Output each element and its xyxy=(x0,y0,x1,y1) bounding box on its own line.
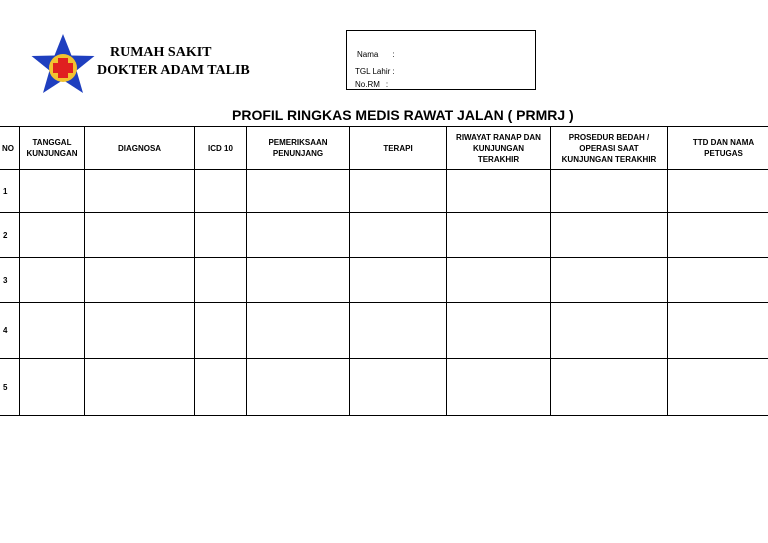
row-number: 3 xyxy=(0,258,20,303)
cell-ttd[interactable] xyxy=(668,359,768,416)
header-riwayat-ranap xyxy=(447,127,551,170)
row-number: 4 xyxy=(0,303,20,359)
cell-pemeriksaan[interactable] xyxy=(247,303,350,359)
patient-name-label: Nama xyxy=(357,50,379,59)
header-line: PETUGAS xyxy=(704,149,743,158)
header-line: TERAKHIR xyxy=(477,154,520,164)
table-row xyxy=(0,359,768,416)
header-line: KUNJUNGAN xyxy=(472,143,525,153)
cell-diagnosa[interactable] xyxy=(85,170,195,213)
table-row xyxy=(0,213,768,258)
patient-dob-label: TGL Lahir : xyxy=(355,67,395,76)
prmrj-table xyxy=(0,126,768,416)
cell-ttd[interactable] xyxy=(668,213,768,258)
header-line: DIAGNOSA xyxy=(117,143,162,153)
header-line: TERAPI xyxy=(383,143,413,153)
header-line: OPERASI SAAT xyxy=(579,143,639,153)
cell-prosedur[interactable] xyxy=(551,213,668,258)
cell-prosedur[interactable] xyxy=(551,359,668,416)
header-ttd-petugas xyxy=(668,127,768,170)
patient-name-colon: : xyxy=(392,50,395,59)
header-line: PEMERIKSAAN xyxy=(268,138,328,147)
table-row xyxy=(0,170,768,213)
hospital-name-line2: DOKTER ADAM TALIB xyxy=(97,63,250,78)
cell-diagnosa[interactable] xyxy=(85,359,195,416)
page-title: PROFIL RINGKAS MEDIS RAWAT JALAN ( PRMRJ ) xyxy=(232,107,574,123)
patient-dob-field xyxy=(355,67,395,76)
header-icd10 xyxy=(195,127,247,170)
header-no xyxy=(0,127,20,170)
header-line: PROSEDUR BEDAH / xyxy=(568,132,650,142)
cell-riwayat[interactable] xyxy=(447,303,551,359)
cell-terapi[interactable] xyxy=(350,359,447,416)
header-line: KUNJUNGAN TERAKHIR xyxy=(561,154,657,164)
header-terapi xyxy=(350,127,447,170)
cell-pemeriksaan[interactable] xyxy=(247,170,350,213)
cell-icd10[interactable] xyxy=(195,213,247,258)
table-row xyxy=(0,303,768,359)
patient-name-field xyxy=(357,50,395,59)
cell-icd10[interactable] xyxy=(195,359,247,416)
header-prosedur-bedah xyxy=(551,127,668,170)
cell-icd10[interactable] xyxy=(195,258,247,303)
hospital-logo xyxy=(28,32,98,102)
cell-pemeriksaan[interactable] xyxy=(247,258,350,303)
cell-ttd[interactable] xyxy=(668,258,768,303)
cell-tanggal[interactable] xyxy=(20,359,85,416)
cell-tanggal[interactable] xyxy=(20,258,85,303)
cell-icd10[interactable] xyxy=(195,170,247,213)
cell-prosedur[interactable] xyxy=(551,258,668,303)
cell-riwayat[interactable] xyxy=(447,213,551,258)
header-line: ICD 10 xyxy=(208,143,233,153)
cell-ttd[interactable] xyxy=(668,170,768,213)
cell-terapi[interactable] xyxy=(350,303,447,359)
cell-icd10[interactable] xyxy=(195,303,247,359)
header-diagnosa xyxy=(85,127,195,170)
row-number: 1 xyxy=(0,170,20,213)
cell-pemeriksaan[interactable] xyxy=(247,359,350,416)
cell-terapi[interactable] xyxy=(350,170,447,213)
cell-diagnosa[interactable] xyxy=(85,303,195,359)
patient-rm-label: No.RM xyxy=(355,80,380,89)
cell-diagnosa[interactable] xyxy=(85,213,195,258)
patient-rm-field xyxy=(355,80,388,89)
cell-prosedur[interactable] xyxy=(551,170,668,213)
table-row xyxy=(0,258,768,303)
header-line: KUNJUNGAN xyxy=(26,149,78,158)
header-line: TTD DAN NAMA xyxy=(692,138,755,147)
cell-tanggal[interactable] xyxy=(20,213,85,258)
cell-riwayat[interactable] xyxy=(447,359,551,416)
row-number: 5 xyxy=(0,359,20,416)
hospital-name-line1: RUMAH SAKIT xyxy=(110,45,212,60)
cell-prosedur[interactable] xyxy=(551,303,668,359)
header-no-line: NO xyxy=(2,143,14,153)
patient-info-box xyxy=(346,30,536,90)
table-header-row xyxy=(0,127,768,170)
header-line: RIWAYAT RANAP DAN xyxy=(456,132,541,142)
cell-tanggal[interactable] xyxy=(20,170,85,213)
cell-terapi[interactable] xyxy=(350,258,447,303)
row-number: 2 xyxy=(0,213,20,258)
cell-terapi[interactable] xyxy=(350,213,447,258)
header-line: PENUNJANG xyxy=(272,149,324,158)
header-tanggal-kunjungan xyxy=(20,127,85,170)
cell-pemeriksaan[interactable] xyxy=(247,213,350,258)
cell-tanggal[interactable] xyxy=(20,303,85,359)
patient-rm-colon: : xyxy=(385,80,389,89)
cell-riwayat[interactable] xyxy=(447,258,551,303)
cell-ttd[interactable] xyxy=(668,303,768,359)
cell-riwayat[interactable] xyxy=(447,170,551,213)
header-line: TANGGAL xyxy=(32,138,72,147)
header-pemeriksaan-penunjang xyxy=(247,127,350,170)
cell-diagnosa[interactable] xyxy=(85,258,195,303)
